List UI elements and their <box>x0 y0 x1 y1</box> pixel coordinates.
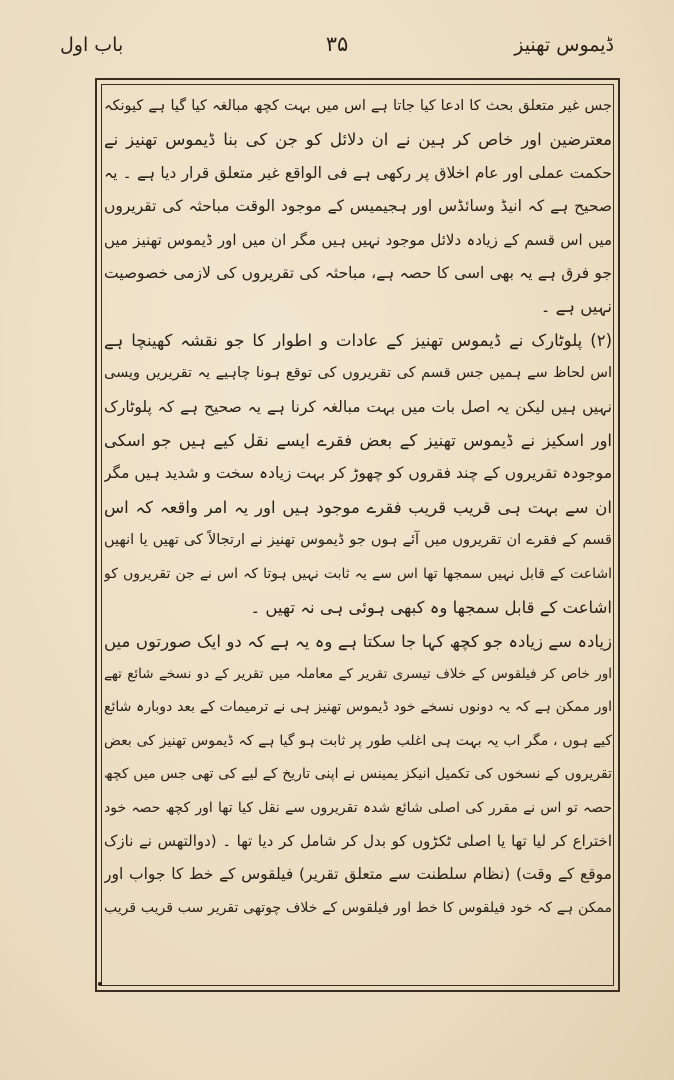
text-line: نہیں ہے ۔ <box>540 297 612 317</box>
text-line: کیے ہوں ، مگر اب یہ بہت ہی اغلب طور پر ثابت ہو گیا ہے کہ ڈیموس تھنیز کی بعض <box>104 732 612 749</box>
text-line: حصہ تو اس نے مقرر کی اصلی شائع شدہ تقریروں سے نقل کیا تھا اور کچھ حصہ خود <box>104 799 612 816</box>
text-line: ان سے بہت ہی قریب قریب فقرے موجود ہیں اور یہ امر واقعہ کہ اس <box>104 497 612 517</box>
margin-dot <box>98 982 102 986</box>
text-line: اور خاص کر فیلقوس کے خلاف تیسری تقریر کے معاملہ میں تقریر کے دو نسخے شائع تھے <box>104 665 612 682</box>
text-line: اختراع کر لیا تھا یا اصلی ٹکڑوں کو بدل کر شامل کر دیا تھا ۔ (دوالتھس نے نازک <box>104 831 612 850</box>
text-line: ممکن ہے کہ خود فیلقوس کا خط اور فیلقوس کے خلاف چوتھی تقریر سب قریب قریب <box>104 899 612 916</box>
text-line: اشاعت کے قابل سمجھا وہ کبھی ہوئی ہی نہ تھیں ۔ <box>250 598 612 618</box>
text-line: زیادہ سے زیادہ جو کچھ کہا جا سکتا ہے وہ یہ ہے کہ دو ایک صورتوں میں <box>104 631 612 651</box>
text-line: اس لحاظ سے ہمیں جس قسم کی تقریروں کی توقع ہونا چاہیے یہ تقریریں ویسی <box>104 365 612 382</box>
text-line: نہیں ہیں لیکن یہ اصل بات میں بہت مبالغہ کرنا ہے یہ صحیح ہے کہ پلوٹارک <box>104 397 612 416</box>
text-line: (۲) پلوٹارک نے ڈیموس تھنیز کے عادات و اطوار کا جو نقشہ کھینچا ہے <box>104 330 612 350</box>
text-line: جس غیر متعلق بحث کا ادعا کیا جاتا ہے اس میں بہت کچھ مبالغہ کیا گیا ہے کیونکہ <box>104 98 612 114</box>
text-line: قسم کے فقرے ان تقریروں میں آئے ہوں جو ڈیموس تھنیز نے ارتجالاً کی تھیں یا انھیں <box>104 532 612 549</box>
text-line: میں اس قسم کے زیادہ دلائل موجود نہیں ہیں مگر ان میں اور ڈیموس تھنیز میں <box>104 230 612 249</box>
page-header <box>60 28 614 68</box>
text-line: معترضین اور خاص کر ہین نے ان دلائل کو جن کی بنا ڈیموس تھنیز نے <box>104 130 612 150</box>
text-line: صحیح ہے کہ انیڈ وسائڈس اور ہجیمیس کے موجود الوقت مباحثہ کی تقریروں <box>104 197 612 216</box>
text-line: تقریروں کے نسخوں کی تکمیل انیکز یمینس نے اپنی تاریخ کے لیے کی تھی جس میں کچھ <box>104 766 612 783</box>
page-number: ۳۵ <box>325 32 349 56</box>
running-title: ڈیموس تھنیز <box>514 34 614 56</box>
body-text <box>104 90 612 925</box>
text-line: اشاعت کے قابل نہیں سمجھا تھا اس سے یہ ثابت نہیں ہوتا کہ اس نے جن تقریروں کو <box>104 565 612 582</box>
chapter-title: باب اول <box>60 34 124 56</box>
text-line: موجودہ تقریروں کے چند فقروں کو چھوڑ کر بہت زیادہ سخت و شدید ہیں مگر <box>104 464 612 483</box>
text-line: اور ممکن ہے کہ یہ دونوں نسخے خود ڈیموس تھنیز ہی نے ترمیمات کے بعد دوبارہ شائع <box>104 699 612 716</box>
text-line: موقع کے وقت) (نظام سلطنت سے متعلق تقریر) فیلقوس کے خط کا جواب اور <box>104 865 612 884</box>
text-line: اور اسکیز نے ڈیموس تھنیز کے بعض فقرے ایسے نقل کیے ہیں جو اسکی <box>104 431 612 451</box>
text-line: حکمت عملی اور عام اخلاق پر رکھی ہے فی الواقع غیر متعلق قرار دیا ہے ۔ یہ <box>104 163 612 182</box>
text-line: جو فرق ہے یہ بھی اسی کا حصہ ہے، مباحثہ کی تقریروں کی لازمی خصوصیت <box>104 264 612 283</box>
